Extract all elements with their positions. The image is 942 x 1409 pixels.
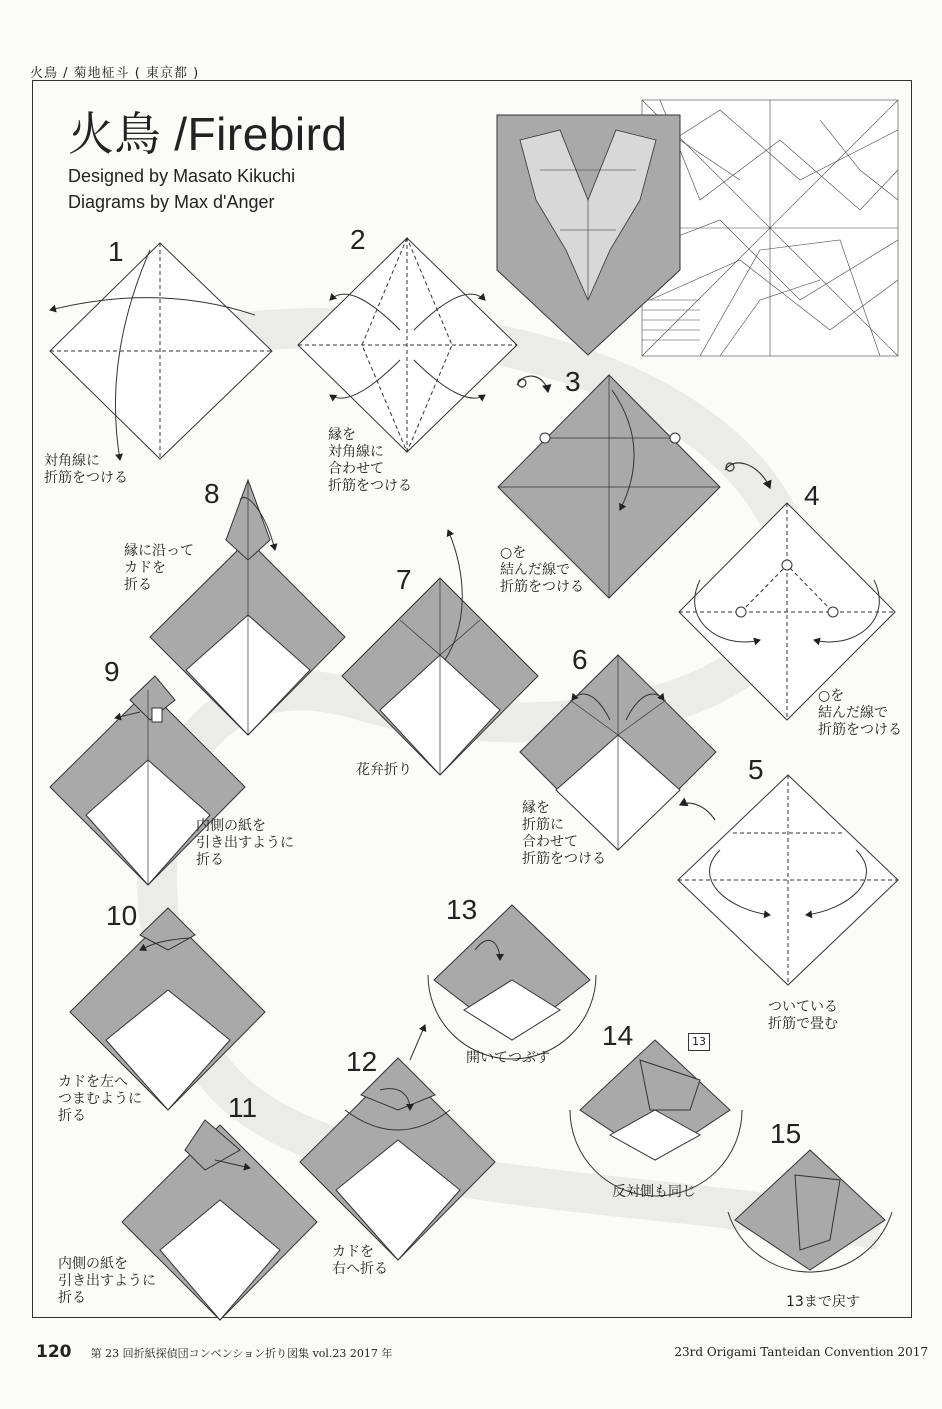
step1-diagram: [50, 243, 272, 460]
footer-publication: 第 23 回折紙探偵団コンベンション折り図集 vol.23 2017 年: [90, 1347, 393, 1360]
step15-diagram: [728, 1150, 892, 1272]
footer-convention: 23rd Origami Tanteidan Convention 2017: [674, 1345, 928, 1359]
step-number-1: 1: [108, 236, 124, 267]
step7-note: 花弁折り: [356, 762, 412, 778]
step15-note: 13まで戻す: [786, 1294, 860, 1310]
background-swirl: [157, 328, 880, 1230]
step14-diagram: [570, 1040, 742, 1196]
step-reference-box: 13: [688, 1033, 710, 1051]
step-number-3: 3: [565, 366, 581, 397]
step13-diagram: [428, 905, 596, 1059]
designer-credit: Designed by Masato Kikuchi: [68, 166, 296, 186]
step6-note: 縁を 折筋に 合わせて 折筋をつける: [522, 800, 606, 867]
step13-note: 開いてつぶす: [466, 1050, 550, 1066]
step-number-10: 10: [106, 900, 138, 931]
step-number-12: 12: [346, 1046, 378, 1077]
step-number-13: 13: [446, 894, 478, 925]
step5-diagram: [678, 775, 898, 985]
step-number-14: 14: [602, 1020, 634, 1051]
step-number-15: 15: [770, 1118, 802, 1149]
step-number-5: 5: [748, 754, 764, 785]
step8-note: 縁に沿って カドを 折る: [124, 543, 194, 593]
page-number: 120: [36, 1342, 72, 1362]
series-header: 火鳥 / 菊地柾斗 ( 東京都 ): [30, 66, 200, 81]
step-number-9: 9: [104, 656, 120, 687]
step-number-6: 6: [572, 644, 588, 675]
step2-diagram: [298, 238, 517, 452]
step2-note: 縁を 対角線に 合わせて 折筋をつける: [328, 427, 412, 494]
step-number-7: 7: [396, 564, 412, 595]
step4-note: ○を 結んだ線で 折筋をつける: [818, 688, 902, 738]
footer-left: [36, 1342, 392, 1362]
step-number-11: 11: [228, 1092, 258, 1123]
diagrams-credit: Diagrams by Max d'Anger: [68, 192, 275, 212]
step1-note: 対角線に 折筋をつける: [44, 453, 128, 486]
step10-note: カドを左へ つまむように 折る: [58, 1074, 142, 1124]
step-number-2: 2: [350, 224, 366, 255]
step-number-8: 8: [204, 478, 220, 509]
step5-note: ついている 折筋で畳む: [768, 999, 838, 1032]
step-number-4: 4: [804, 480, 820, 511]
page-title: 火鳥 /Firebird: [68, 108, 348, 160]
step11-note: 内側の紙を 引き出すように 折る: [58, 1256, 156, 1306]
step3-note: ○を 結んだ線で 折筋をつける: [500, 545, 584, 595]
step12-note: カドを 右へ折る: [332, 1244, 388, 1277]
step9-note: 内側の紙を 引き出すように 折る: [196, 818, 294, 868]
step14-note: 反対側も同じ: [612, 1184, 696, 1200]
